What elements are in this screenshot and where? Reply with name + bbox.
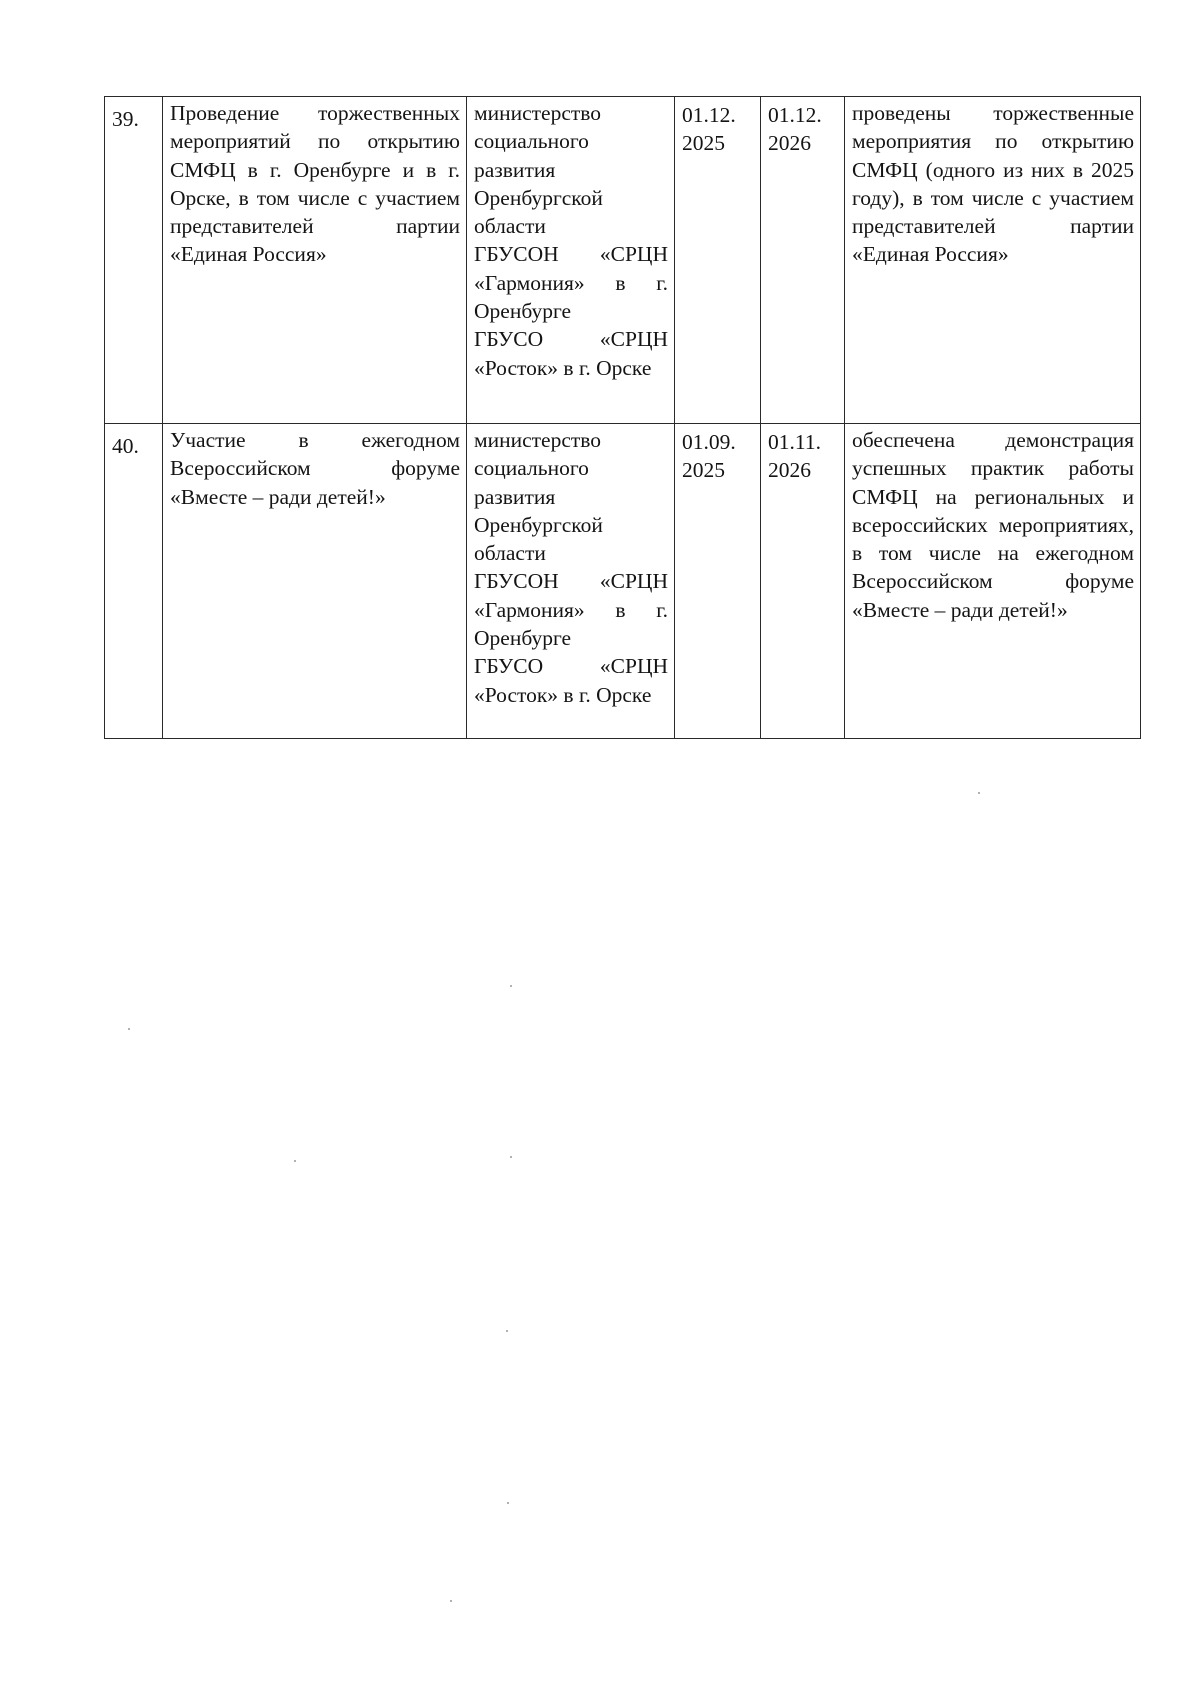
scan-speck [128, 1028, 130, 1030]
scan-speck [507, 1502, 509, 1504]
scan-speck [510, 985, 512, 987]
expected-result: обеспечена демонстрация успешных практик работы СМФЦ на региональных и всероссийских мероприятиях, в том числе на ежегодном Всероссийском форуме «Вместе – ради детей!» [845, 424, 1141, 739]
scan-speck [978, 792, 980, 794]
scan-speck [450, 1600, 452, 1602]
table-row [105, 424, 1141, 739]
expected-result: проведены торжественные мероприятия по открытию СМФЦ (одного из них в 2025 году), в том числе с участием представителей партии «Единая Россия» [845, 97, 1141, 424]
executor-name: министерство социального развития Оренбургской области [474, 101, 603, 239]
executors-cell [467, 97, 675, 424]
executor-name: ГБУСО «СРЦН «Росток» в г. Орске [474, 327, 668, 380]
scan-speck [510, 1156, 512, 1158]
row-number: 40. [105, 424, 163, 739]
event-description: Участие в ежегодном Всероссийском форуме «Вместе – ради детей!» [163, 424, 467, 739]
scan-speck [294, 1160, 296, 1162]
end-date: 01.12. 2026 [761, 97, 845, 424]
scan-speck [506, 1330, 508, 1332]
executor-name: ГБУСОН «СРЦН «Гармония» в г. Оренбурге [474, 569, 668, 651]
executor-name: ГБУСО «СРЦН «Росток» в г. Орске [474, 654, 668, 707]
executor-name: ГБУСОН «СРЦН «Гармония» в г. Оренбурге [474, 242, 668, 324]
row-number: 39. [105, 97, 163, 424]
table-row [105, 97, 1141, 424]
event-description: Проведение торжественных мероприятий по открытию СМФЦ в г. Оренбурге и в г. Орске, в том числе с участием представителей партии «Единая Россия» [163, 97, 467, 424]
start-date: 01.12. 2025 [675, 97, 761, 424]
executor-name: министерство социального развития Оренбургской области [474, 428, 603, 566]
end-date: 01.11. 2026 [761, 424, 845, 739]
activity-plan-table [104, 96, 1141, 739]
executors-cell [467, 424, 675, 739]
start-date: 01.09. 2025 [675, 424, 761, 739]
